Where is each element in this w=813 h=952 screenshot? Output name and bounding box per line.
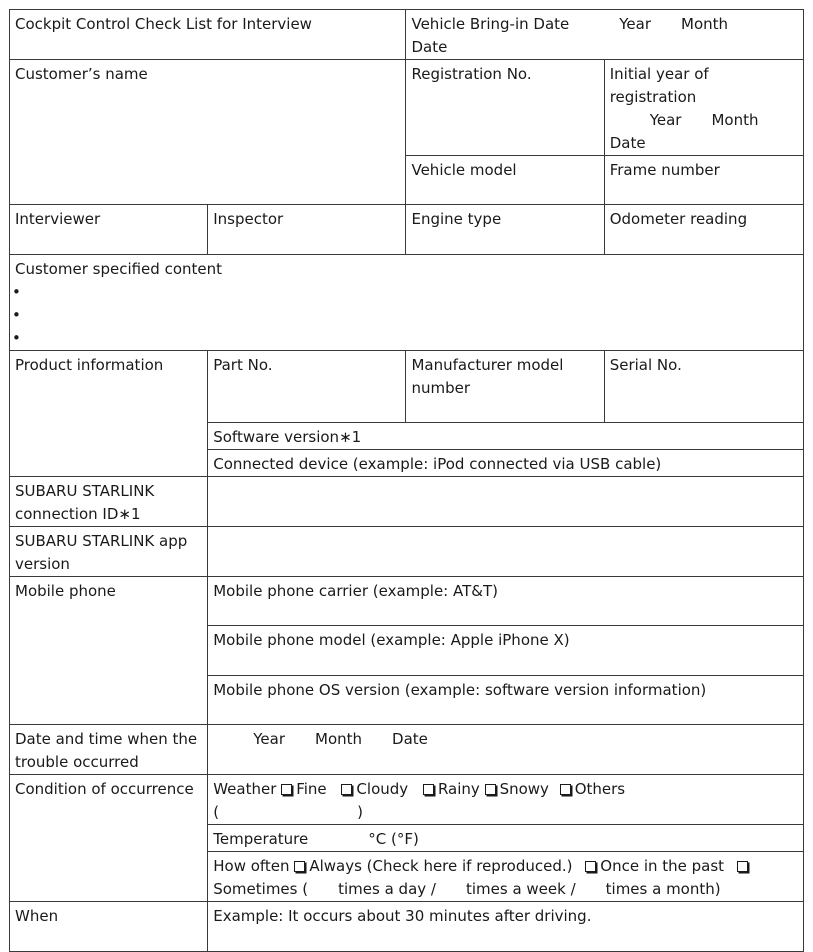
interview-checklist-table xyxy=(9,9,804,952)
interviewer-cell[interactable] xyxy=(10,205,208,255)
customer-name-cell[interactable] xyxy=(10,60,406,205)
weather-others-paren-close: ) xyxy=(357,803,363,821)
mobile-model-label: Mobile phone model (example: Apple iPhone X) xyxy=(213,631,570,649)
content-bullet: • xyxy=(12,329,21,347)
checklist-title-cell xyxy=(10,10,406,60)
occurrence-month-label: Month xyxy=(315,730,363,748)
weather-option-snowy[interactable]: Snowy xyxy=(485,780,549,798)
vehicle-model-label: Vehicle model xyxy=(411,161,517,179)
content-bullet: • xyxy=(12,283,21,301)
engine-type-label: Engine type xyxy=(411,210,502,228)
times-a-month-label: times a month) xyxy=(605,880,721,898)
content-bullet: • xyxy=(12,306,21,324)
how-often-label: How often xyxy=(213,857,290,875)
bring-in-date-day-label: Date xyxy=(411,38,448,56)
customer-content-cell[interactable] xyxy=(10,255,804,351)
software-version-cell[interactable] xyxy=(208,423,804,450)
mobile-os-cell[interactable] xyxy=(208,676,804,725)
registration-no-cell[interactable] xyxy=(406,60,604,156)
product-info-label: Product information xyxy=(15,356,164,374)
checkbox-icon[interactable] xyxy=(560,784,571,795)
weather-option-others[interactable]: Others xyxy=(560,780,625,798)
bring-in-date-cell[interactable] xyxy=(406,10,804,60)
times-a-week-label: times a week / xyxy=(465,880,576,898)
starlink-id-label: SUBARU STARLINK connection ID∗1 xyxy=(15,482,155,523)
temperature-unit: °C (°F) xyxy=(368,830,419,848)
mobile-os-label: Mobile phone OS version (example: software version information) xyxy=(213,681,707,699)
mobile-carrier-cell[interactable] xyxy=(208,577,804,626)
condition-label: Condition of occurrence xyxy=(15,780,194,798)
frequency-option-sometimes: Sometimes ( xyxy=(213,880,309,898)
starlink-app-value-cell[interactable] xyxy=(208,527,804,577)
initial-year-year-label: Year xyxy=(649,111,682,129)
weather-option-cloudy[interactable]: Cloudy xyxy=(341,780,408,798)
bring-in-year-label: Year xyxy=(619,15,652,33)
registration-no-label: Registration No. xyxy=(411,65,532,83)
serial-no-label: Serial No. xyxy=(609,356,682,374)
connected-device-cell[interactable] xyxy=(208,450,804,477)
frame-number-cell[interactable] xyxy=(604,156,803,205)
starlink-id-label-cell xyxy=(10,477,208,527)
vehicle-model-cell[interactable] xyxy=(406,156,604,205)
occurrence-date-value-cell[interactable] xyxy=(208,725,804,775)
checkbox-icon[interactable] xyxy=(341,784,352,795)
connected-device-label: Connected device (example: iPod connected via USB cable) xyxy=(213,455,662,473)
frequency-option-once[interactable]: Once in the past xyxy=(585,857,724,875)
checkbox-icon[interactable] xyxy=(294,861,305,872)
initial-year-cell[interactable] xyxy=(604,60,803,156)
bring-in-month-label: Month xyxy=(681,15,729,33)
manufacturer-model-label: Manufacturer model number xyxy=(411,356,564,397)
mobile-phone-cell xyxy=(10,577,208,725)
mobile-phone-label: Mobile phone xyxy=(15,582,116,600)
interviewer-label: Interviewer xyxy=(15,210,101,228)
checkbox-icon[interactable] xyxy=(423,784,434,795)
serial-no-cell[interactable] xyxy=(604,351,803,423)
weather-option-rainy[interactable]: Rainy xyxy=(423,780,480,798)
mobile-carrier-label: Mobile phone carrier (example: AT&T) xyxy=(213,582,498,600)
initial-year-month-label: Month xyxy=(711,111,759,129)
weather-others-paren-open: ( xyxy=(213,803,220,821)
when-example: Example: It occurs about 30 minutes after driving. xyxy=(213,907,592,925)
occurrence-date-day-label: Date xyxy=(392,730,428,748)
product-info-cell xyxy=(10,351,208,477)
odometer-cell[interactable] xyxy=(604,205,803,255)
occurrence-date-label: Date and time when the trouble occurred xyxy=(15,730,198,771)
when-label: When xyxy=(15,907,59,925)
engine-type-cell[interactable] xyxy=(406,205,604,255)
bring-in-date-label: Vehicle Bring-in Date xyxy=(411,15,570,33)
frame-number-label: Frame number xyxy=(609,161,720,179)
initial-year-label: Initial year of registration xyxy=(609,65,709,106)
starlink-app-label-cell xyxy=(10,527,208,577)
occurrence-year-label: Year xyxy=(253,730,285,748)
initial-year-date-label: Date xyxy=(609,134,646,152)
how-often-cell[interactable] xyxy=(208,852,804,902)
checkbox-icon[interactable] xyxy=(281,784,292,795)
mobile-model-cell[interactable] xyxy=(208,626,804,676)
condition-cell xyxy=(10,775,208,902)
inspector-cell[interactable] xyxy=(208,205,406,255)
weather-label: Weather xyxy=(213,780,277,798)
temperature-cell[interactable] xyxy=(208,825,804,852)
weather-cell[interactable] xyxy=(208,775,804,825)
occurrence-date-label-cell xyxy=(10,725,208,775)
odometer-label: Odometer reading xyxy=(609,210,748,228)
starlink-id-value-cell[interactable] xyxy=(208,477,804,527)
checklist-title: Cockpit Control Check List for Interview xyxy=(15,15,312,33)
when-value-cell[interactable] xyxy=(208,902,804,952)
checkbox-icon[interactable] xyxy=(737,861,748,872)
checkbox-icon[interactable] xyxy=(485,784,496,795)
part-no-label: Part No. xyxy=(213,356,273,374)
checkbox-icon[interactable] xyxy=(585,861,596,872)
part-no-cell[interactable] xyxy=(208,351,406,423)
software-version-label: Software version∗1 xyxy=(213,428,362,446)
starlink-app-label: SUBARU STARLINK app version xyxy=(15,532,188,573)
customer-name-label: Customer’s name xyxy=(15,65,148,83)
temperature-label: Temperature xyxy=(213,830,309,848)
frequency-option-always[interactable]: Always (Check here if reproduced.) xyxy=(294,857,572,875)
manufacturer-model-cell[interactable] xyxy=(406,351,604,423)
when-label-cell xyxy=(10,902,208,952)
inspector-label: Inspector xyxy=(213,210,284,228)
weather-option-fine[interactable]: Fine xyxy=(281,780,326,798)
times-a-day-label: times a day / xyxy=(338,880,436,898)
customer-content-label: Customer specified content xyxy=(15,260,223,278)
